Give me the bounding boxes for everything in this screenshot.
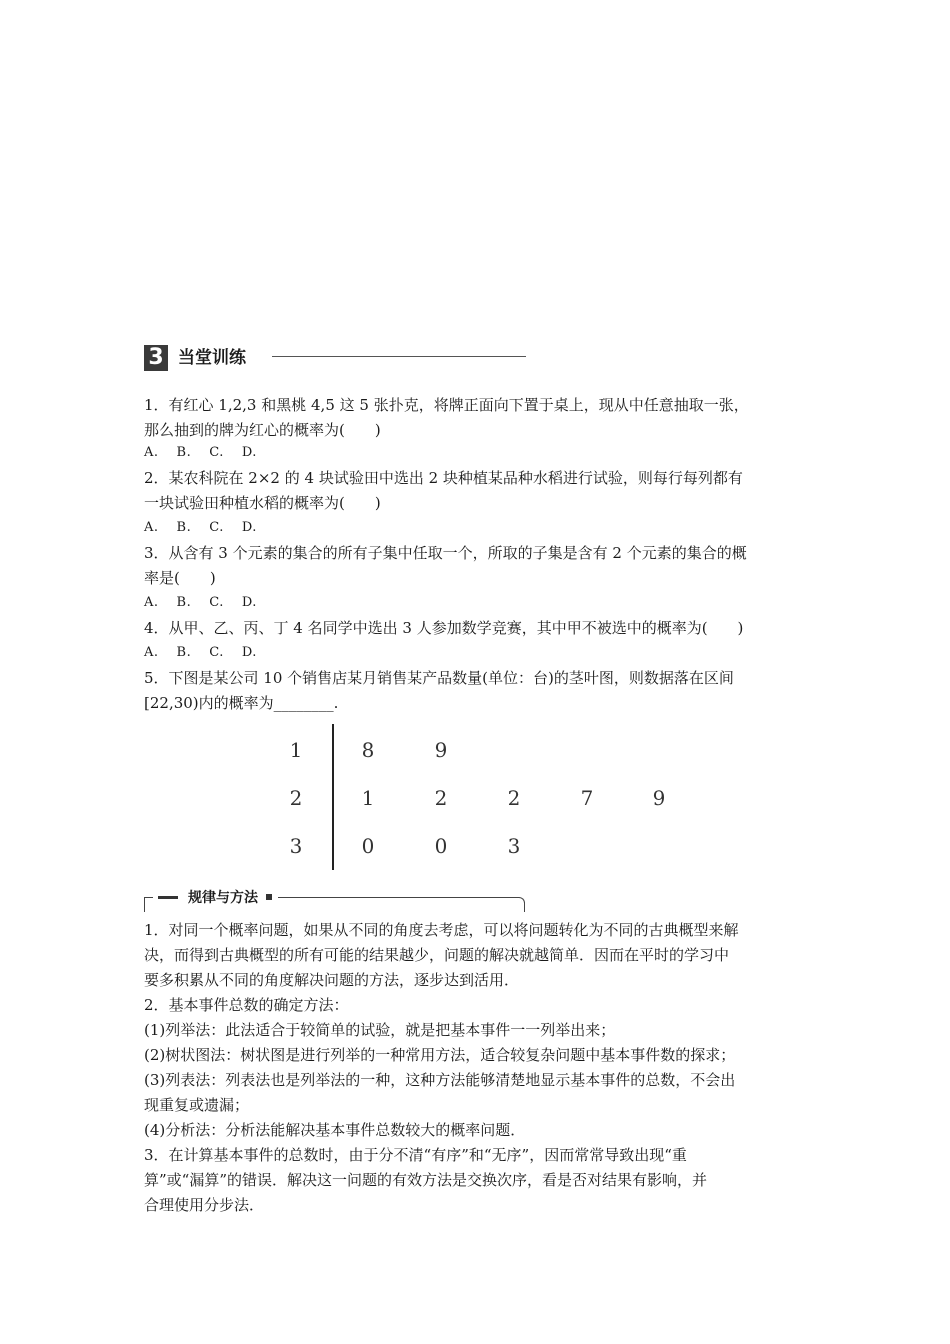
option-b: B. <box>176 445 192 460</box>
rules-content <box>144 918 814 1218</box>
option-d: D. <box>241 595 257 610</box>
question-1-line-1: 1．有红心 1,2,3 和黑桃 4,5 这 5 张扑克，将牌正面向下置于桌上，现从中任意抽取一张， <box>144 396 749 414</box>
rules-line: 要多积累从不同的角度解决问题的方法，逐步达到活用． <box>144 971 520 989</box>
question-5-line-1: 5．下图是某公司 10 个销售店某月销售某产品数量(单位：台)的茎叶图，则数据落在区间 <box>144 669 734 687</box>
leaf: 8 <box>361 738 375 762</box>
question-5-line-2: [22,30)内的概率为________. <box>144 694 339 712</box>
rules-line: 算”或“漏算”的错误．解决这一问题的有效方法是交换次序，看是否对结果有影响，并 <box>144 1171 708 1189</box>
question-1-line-2: 那么抽到的牌为红心的概率为( ) <box>144 421 381 439</box>
leaf: 9 <box>652 786 666 810</box>
stem-leaf-plot <box>270 724 690 870</box>
section-header <box>144 343 526 373</box>
question-2-options <box>144 518 275 538</box>
section-number: 3 <box>144 345 168 371</box>
leaf: 1 <box>361 786 375 810</box>
question-3 <box>144 541 814 591</box>
leaf: 3 <box>507 834 521 858</box>
stem-leaf-divider <box>332 724 334 870</box>
stem-2: 2 <box>289 786 303 810</box>
option-d: D. <box>241 445 257 460</box>
question-1 <box>144 393 814 443</box>
option-c: C. <box>209 645 224 660</box>
leaf: 0 <box>361 834 375 858</box>
question-5 <box>144 666 814 716</box>
option-c: C. <box>209 520 224 535</box>
rules-square <box>266 894 272 900</box>
rules-dash <box>158 896 178 899</box>
option-a: A. <box>144 520 159 535</box>
rules-line: 现重复或遗漏； <box>144 1096 250 1114</box>
rules-bracket-left <box>144 897 153 912</box>
question-3-line-1: 3．从含有 3 个元素的集合的所有子集中任取一个，所取的子集是含有 2 个元素的集合的概 <box>144 544 747 562</box>
stem-1: 1 <box>289 738 303 762</box>
leaf: 2 <box>507 786 521 810</box>
rules-line: (3)列表法：列表法也是列举法的一种，这种方法能够清楚地显示基本事件的总数，不会出 <box>144 1071 736 1089</box>
question-4-line-1: 4．从甲、乙、丙、丁 4 名同学中选出 3 人参加数学竞赛，其中甲不被选中的概率为( ) <box>144 619 744 637</box>
question-3-options <box>144 593 275 613</box>
option-a: A. <box>144 645 159 660</box>
rules-line: 合理使用分步法． <box>144 1196 265 1214</box>
option-b: B. <box>176 520 192 535</box>
question-2-line-2: 一块试验田种植水稻的概率为( ) <box>144 494 381 512</box>
option-a: A. <box>144 595 159 610</box>
option-c: C. <box>209 445 224 460</box>
rules-line: (4)分析法：分析法能解决基本事件总数较大的概率问题． <box>144 1121 526 1139</box>
leaf: 0 <box>434 834 448 858</box>
rules-line: (1)列举法：此法适合于较简单的试验，就是把基本事件一一列举出来； <box>144 1021 616 1039</box>
question-4-options <box>144 643 275 663</box>
rules-line <box>278 897 516 898</box>
section-divider <box>272 356 526 357</box>
leaf: 7 <box>580 786 594 810</box>
question-4 <box>144 616 814 641</box>
question-2 <box>144 466 814 516</box>
rules-title: 规律与方法 <box>188 890 258 906</box>
rules-line: 1．对同一个概率问题，如果从不同的角度去考虑，可以将问题转化为不同的古典概型来解 <box>144 921 739 939</box>
question-1-options <box>144 443 275 463</box>
rules-line: 2．基本事件总数的确定方法： <box>144 996 349 1014</box>
rules-line: 3．在计算基本事件的总数时，由于分不清“有序”和“无序”，因而常常导致出现“重 <box>144 1146 687 1164</box>
question-3-line-2: 率是( ) <box>144 569 216 587</box>
rules-header <box>144 888 524 910</box>
stem-3: 3 <box>289 834 303 858</box>
leaf: 9 <box>434 738 448 762</box>
option-d: D. <box>241 520 257 535</box>
rules-line: 决，而得到古典概型的所有可能的结果越少，问题的解决就越简单．因而在平时的学习中 <box>144 946 730 964</box>
question-2-line-1: 2．某农科院在 2×2 的 4 块试验田中选出 2 块种植某品种水稻进行试验，则每行每列都有 <box>144 469 743 487</box>
rules-line: (2)树状图法：树状图是进行列举的一种常用方法，适合较复杂问题中基本事件数的探求； <box>144 1046 736 1064</box>
option-b: B. <box>176 645 192 660</box>
section-title: 当堂训练 <box>178 348 246 368</box>
option-b: B. <box>176 595 192 610</box>
option-c: C. <box>209 595 224 610</box>
option-a: A. <box>144 445 159 460</box>
leaf: 2 <box>434 786 448 810</box>
rules-bracket-right <box>516 897 525 912</box>
option-d: D. <box>241 645 257 660</box>
